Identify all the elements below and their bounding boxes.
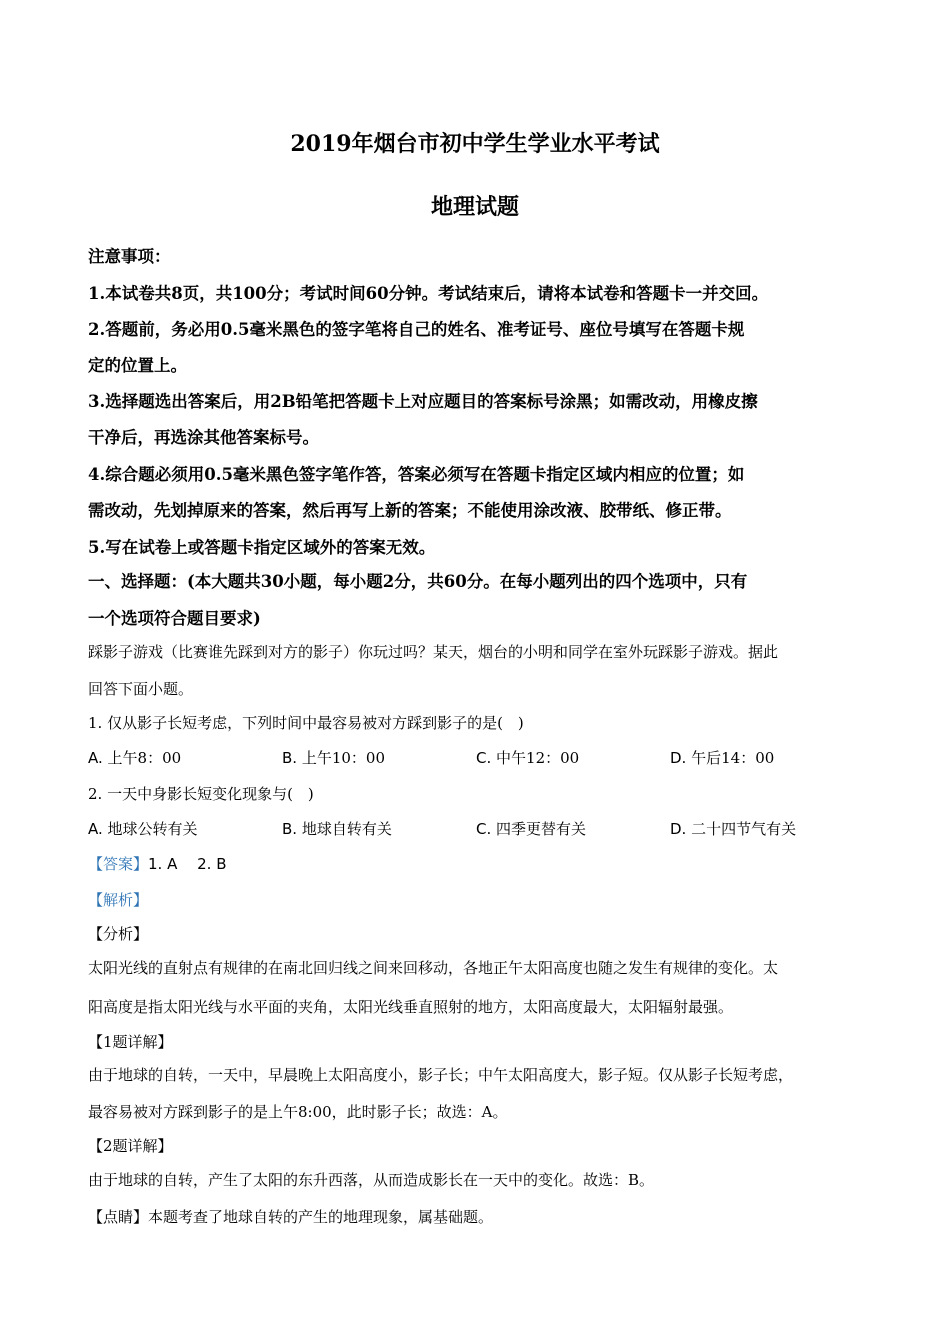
question-intro-cont: 回答下面小题。 (88, 680, 194, 698)
notice-heading: 注意事项： (88, 247, 171, 266)
notice-line: 3.选择题选出答案后，用2B铅笔把答题卡上对应题目的答案标号涂黑；如需改动，用橡皮擦 (88, 392, 758, 411)
answer-label: 【答案】 (88, 855, 149, 873)
exam-title: 2019年烟台市初中学生学业水平考试 (290, 131, 660, 157)
question-1-option-b: B. 上午10：00 (282, 749, 386, 767)
detail-1-label: 【1题详解】 (88, 1033, 173, 1051)
detail-1-text-cont: 最容易被对方踩到影子的是上午8:00，此时影子长；故选：A。 (88, 1103, 508, 1121)
notice-line: 需改动，先划掉原来的答案，然后再写上新的答案；不能使用涂改液、胶带纸、修正带。 (88, 501, 732, 520)
question-1-option-a: A. 上午8：00 (88, 749, 182, 767)
fenxi-text: 太阳光线的直射点有规律的在南北回归线之间来回移动，各地正午太阳高度也随之发生有规律的变化。太 (88, 959, 779, 977)
section-heading: 一、选择题：(本大题共30小题，每小题2分，共60分。在每小题列出的四个选项中，只有 (88, 572, 748, 591)
notice-line: 4.综合题必须用0.5毫米黑色签字笔作答，答案必须写在答题卡指定区域内相应的位置；如 (88, 465, 745, 484)
question-2-option-b: B. 地球自转有关 (282, 820, 392, 838)
notice-line: 5.写在试卷上或答题卡指定区域外的答案无效。 (88, 538, 436, 557)
question-2-option-c: C. 四季更替有关 (476, 820, 587, 838)
comment-label: 【点睛】 (88, 1208, 149, 1226)
question-2-option-a: A. 地球公转有关 (88, 820, 198, 838)
exam-subtitle: 地理试题 (430, 194, 519, 220)
detail-1-text: 由于地球的自转，一天中，早晨晚上太阳高度小，影子长；中午太阳高度大，影子短。仅从影子长短考虑， (88, 1066, 794, 1084)
answer-text: 1. A 2. B (148, 855, 227, 873)
analysis-label: 【解析】 (88, 891, 149, 909)
question-1-option-c: C. 中午12：00 (476, 749, 580, 767)
fenxi-text-cont: 阳高度是指太阳光线与水平面的夹角，太阳光线垂直照射的地方，太阳高度最大，太阳辐射最强。 (88, 998, 734, 1016)
question-2-option-d: D. 二十四节气有关 (670, 820, 797, 838)
question-1-stem: 1. 仅从影子长短考虑，下列时间中最容易被对方踩到影子的是( ) (88, 714, 524, 732)
detail-2-text: 由于地球的自转，产生了太阳的东升西落，从而造成影长在一天中的变化。故选：B。 (88, 1171, 655, 1189)
answer-line (88, 853, 227, 874)
comment-text: 本题考查了地球自转的产生的地理现象，属基础题。 (148, 1208, 494, 1226)
question-1-option-d: D. 午后14：00 (670, 749, 775, 767)
question-intro: 踩影子游戏（比赛谁先踩到对方的影子）你玩过吗？某天，烟台的小明和同学在室外玩踩影子游戏。据此 (88, 643, 779, 661)
fenxi-label: 【分析】 (88, 925, 149, 943)
notice-line: 1.本试卷共8页，共100分；考试时间60分钟。考试结束后，请将本试卷和答题卡一并交回。 (88, 284, 769, 303)
notice-line: 2.答题前，务必用0.5毫米黑色的签字笔将自己的姓名、准考证号、座位号填写在答题卡规 (88, 320, 745, 339)
notice-line: 定的位置上。 (88, 356, 187, 375)
detail-2-label: 【2题详解】 (88, 1137, 173, 1155)
notice-line: 干净后，再选涂其他答案标号。 (88, 428, 319, 447)
comment-line (88, 1206, 493, 1227)
section-heading-cont: 一个选项符合题目要求) (88, 609, 261, 628)
question-2-stem: 2. 一天中身影长短变化现象与( ) (88, 785, 314, 803)
